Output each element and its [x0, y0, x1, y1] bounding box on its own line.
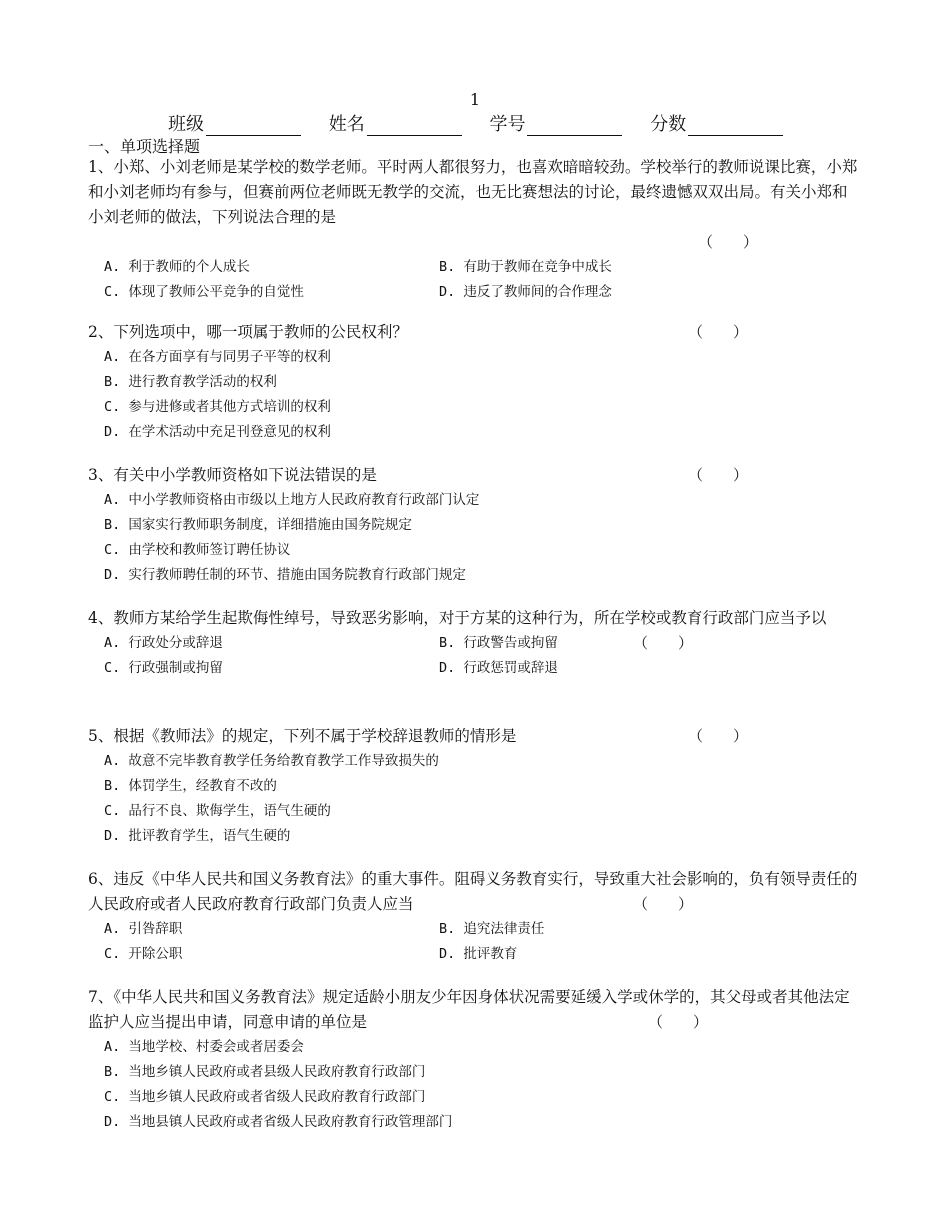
answer-paren[interactable]: （ ）	[633, 895, 694, 913]
question-5	[88, 724, 858, 849]
question-stem: 5、根据《教师法》的规定，下列不属于学校辞退教师的情形是	[88, 727, 517, 745]
option-a[interactable]: A. 引咎辞职	[104, 921, 183, 937]
score-blank[interactable]	[688, 117, 783, 136]
question-stem: 1、小郑、小刘老师是某学校的数学老师。平时两人都很努力，也喜欢暗暗较劲。学校举行的教师说课比赛，小郑和小刘老师均有参与，但赛前两位老师既无教学的交流，也无比赛想法的讨论，最终遗憾双双出局。有关小郑和小刘老师的做法，下列说法合理的是	[88, 158, 858, 226]
class-blank[interactable]	[206, 117, 301, 136]
name-label: 姓名	[328, 114, 365, 135]
option-d[interactable]: D. 批评教育学生，语气生硬的	[104, 828, 291, 844]
question-stem: 2、下列选项中，哪一项属于教师的公民权利？	[88, 323, 408, 341]
option-a[interactable]: A. 在各方面享有与同男子平等的权利	[104, 349, 331, 365]
option-d[interactable]: D. 当地县镇人民政府或者省级人民政府教育行政管理部门	[104, 1114, 453, 1130]
option-b[interactable]: B. 国家实行教师职务制度，详细措施由国务院规定	[104, 517, 412, 533]
option-c[interactable]: C. 由学校和教师签订聘任协议	[104, 542, 291, 558]
question-stem: 6、违反《中华人民共和国义务教育法》的重大事件。阻碍义务教育实行，导致重大社会影响的，负有领导责任的人民政府或者人民政府教育行政部门负责人应当	[88, 870, 858, 913]
answer-paren[interactable]: （ ）	[688, 323, 749, 341]
question-stem: 7、《中华人民共和国义务教育法》规定适龄小朋友少年因身体状况需要延缓入学或休学的，其父母或者其他法定监护人应当提出申请，同意申请的单位是	[88, 988, 850, 1031]
option-d[interactable]: D. 行政惩罚或辞退	[439, 660, 558, 676]
option-d[interactable]: D. 违反了教师间的合作理念	[439, 284, 612, 300]
option-a[interactable]: A. 利于教师的个人成长	[104, 259, 250, 275]
page-number: 1	[469, 90, 481, 109]
option-b[interactable]: B. 追究法律责任	[439, 921, 545, 937]
option-a[interactable]: A. 当地学校、村委会或者居委会	[104, 1039, 304, 1055]
question-6	[88, 867, 858, 967]
class-field[interactable]	[168, 110, 301, 136]
option-d[interactable]: D. 批评教育	[439, 946, 518, 962]
question-3	[88, 463, 858, 588]
option-b[interactable]: B. 行政警告或拘留	[439, 635, 558, 651]
score-label: 分数	[650, 114, 687, 135]
name-field[interactable]	[329, 110, 462, 136]
option-c[interactable]: C. 当地乡镇人民政府或者省级人民政府教育行政部门	[104, 1089, 426, 1105]
id-label: 学号	[489, 114, 526, 135]
question-2	[88, 320, 858, 445]
option-d[interactable]: D. 在学术活动中充足刊登意见的权利	[104, 424, 331, 440]
question-stem: 4、教师方某给学生起欺侮性绰号，导致恶劣影响，对于方某的这种行为，所在学校或教育行政部门应当予以	[88, 609, 827, 627]
option-a[interactable]: A. 中小学教师资格由市级以上地方人民政府教育行政部门认定	[104, 492, 480, 508]
option-b[interactable]: B. 当地乡镇人民政府或者县级人民政府教育行政部门	[104, 1064, 426, 1080]
id-field[interactable]	[489, 110, 622, 136]
question-7	[88, 985, 858, 1135]
question-stem: 3、有关中小学教师资格如下说法错误的是	[88, 466, 377, 484]
options-grid	[88, 917, 858, 967]
answer-paren[interactable]: （ ）	[633, 634, 694, 652]
option-b[interactable]: B. 有助于教师在竞争中成长	[439, 259, 612, 275]
question-1	[88, 155, 858, 305]
answer-paren[interactable]: （ ）	[688, 727, 749, 745]
question-4	[88, 606, 858, 681]
option-d[interactable]: D. 实行教师聘任制的环节、措施由国务院教育行政部门规定	[104, 567, 466, 583]
answer-paren[interactable]: （ ）	[698, 233, 759, 251]
class-label: 班级	[168, 114, 204, 135]
option-b[interactable]: B. 进行教育教学活动的权利	[104, 374, 277, 390]
option-c[interactable]: C. 开除公职	[104, 946, 183, 962]
option-c[interactable]: C. 行政强制或拘留	[104, 660, 223, 676]
answer-paren[interactable]: （ ）	[688, 466, 749, 484]
name-blank[interactable]	[367, 117, 462, 136]
id-blank[interactable]	[527, 117, 622, 136]
option-c[interactable]: C. 参与进修或者其他方式培训的权利	[104, 399, 331, 415]
option-c[interactable]: C. 品行不良、欺侮学生，语气生硬的	[104, 803, 331, 819]
option-a[interactable]: A. 行政处分或辞退	[104, 635, 223, 651]
option-c[interactable]: C. 体现了教师公平竞争的自觉性	[104, 284, 304, 300]
answer-paren[interactable]: （ ）	[648, 1013, 709, 1031]
option-b[interactable]: B. 体罚学生，经教育不改的	[104, 778, 277, 794]
score-field[interactable]	[650, 110, 783, 136]
section-title: 一、单项选择题	[88, 137, 201, 156]
options-grid	[88, 631, 858, 681]
option-a[interactable]: A. 故意不完毕教育教学任务给教育教学工作导致损失的	[104, 753, 439, 769]
options-grid	[88, 255, 858, 305]
student-info-header	[168, 110, 868, 136]
